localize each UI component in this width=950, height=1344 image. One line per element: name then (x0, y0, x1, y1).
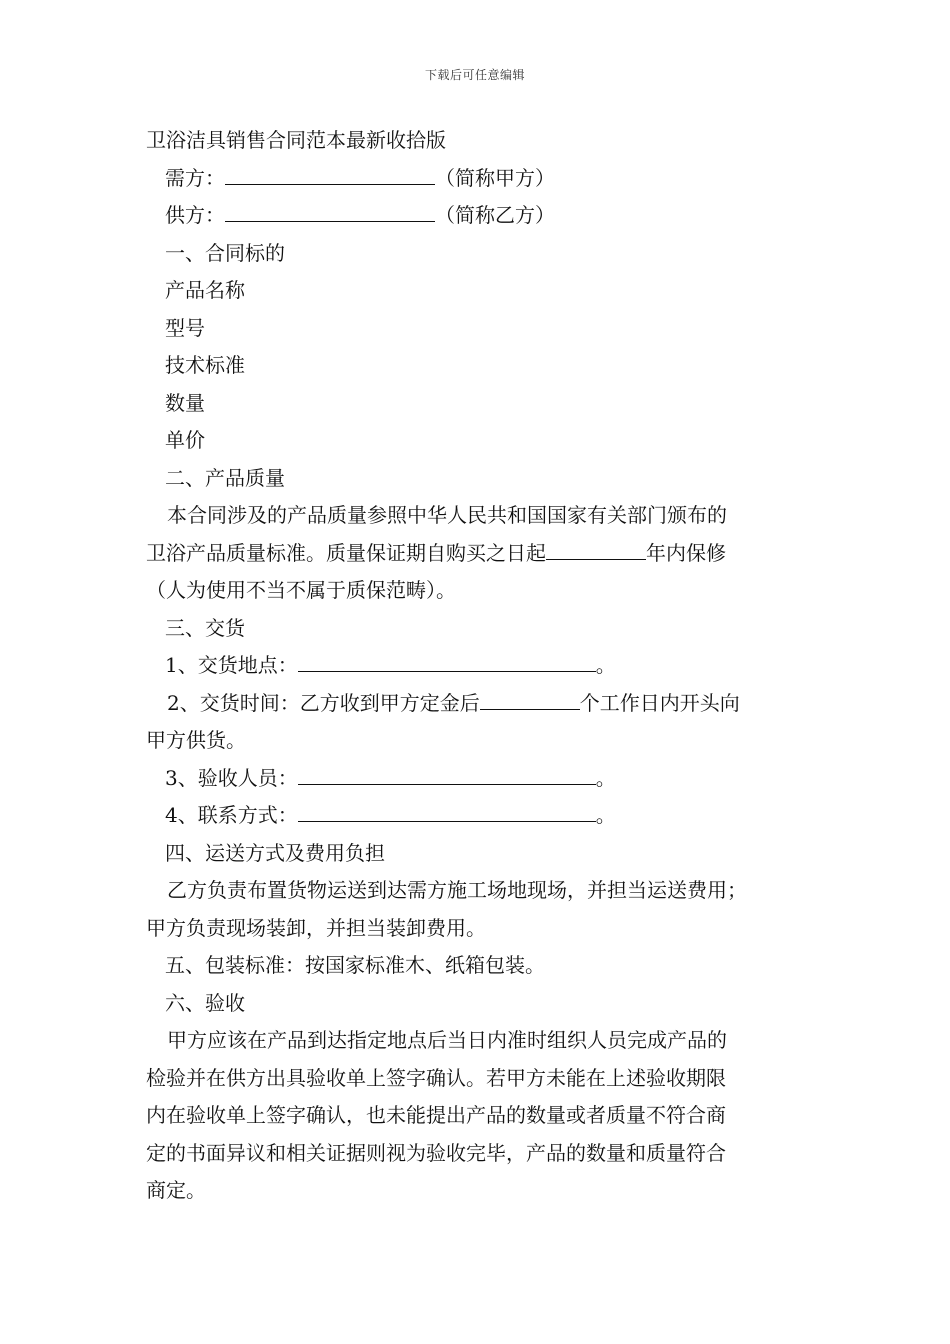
sec3-item-delivery-place (146, 647, 826, 685)
buyer-name-blank (225, 162, 435, 185)
sec2-paragraph-line-1: 本合同涉及的产品质量参照中华人民共和国国家有关部门颁布的 (167, 503, 727, 527)
sec1-item-tech-standard: 技术标准 (165, 353, 245, 377)
sec1-item-unit-price: 单价 (165, 428, 205, 452)
section-5: 五、包装标准：按国家标准木、纸箱包装。 (165, 953, 545, 977)
section-1-title: 一、合同标的 (165, 240, 285, 265)
sec1-item-product-name: 产品名称 (165, 278, 245, 302)
warranty-years-blank (546, 537, 646, 560)
section-6-title: 六、验收 (165, 990, 245, 1015)
section-3-title: 三、交货 (165, 615, 245, 640)
delivery-time-text-a: 2、交货时间：乙方收到甲方定金后 (167, 690, 480, 715)
sec3-item-delivery-time (146, 685, 826, 723)
sec6-paragraph-line-1: 甲方应该在产品到达指定地点后当日内准时组织人员完成产品的 (167, 1028, 727, 1052)
seller-label: 供方： (165, 203, 225, 227)
delivery-place-blank (298, 649, 596, 672)
sec3-item-contact (146, 797, 826, 835)
sec3-item-inspector (146, 760, 826, 798)
inspector-label: 3、验收人员： (165, 765, 298, 790)
sec1-item-quantity: 数量 (165, 390, 205, 415)
inspector-blank (298, 762, 596, 785)
working-days-blank (480, 687, 580, 710)
delivery-place-end: 。 (595, 653, 616, 677)
sec2-line2-text-a: 卫浴产品质量标准。质量保证期自购买之日起 (146, 540, 546, 565)
seller-line (146, 197, 826, 235)
sec6-paragraph-line-2: 检验并在供方出具验收单上签字确认。若甲方未能在上述验收期限 (146, 1065, 726, 1090)
sec2-paragraph-line-3: （人为使用不当不属于质保范畴）。 (146, 578, 456, 602)
contact-blank (298, 799, 596, 822)
sec4-paragraph-line-2: 甲方负责现场装卸，并担当装卸费用。 (146, 915, 486, 940)
page-header-note: 下载后可任意编辑 (424, 68, 525, 82)
sec6-paragraph-line-4: 定的书面异议和相关证据则视为验收完毕，产品的数量和质量符合 (146, 1140, 726, 1165)
seller-name-blank (225, 199, 435, 222)
contact-label: 4、联系方式： (165, 803, 298, 827)
inspector-end: 。 (595, 765, 616, 790)
buyer-line (146, 160, 826, 198)
sec3-item-delivery-time-line-2: 甲方供货。 (146, 728, 246, 752)
buyer-label: 需方： (165, 165, 225, 190)
sec2-line2-text-b: 年内保修 (646, 540, 726, 565)
document-title: 卫浴洁具销售合同范本最新收拾版 (146, 128, 446, 152)
sec4-paragraph-line-1: 乙方负责布置货物运送到达需方施工场地现场，并担当运送费用； (167, 878, 747, 902)
delivery-place-label: 1、交货地点： (165, 653, 298, 677)
section-4-title: 四、运送方式及费用负担 (165, 840, 385, 865)
seller-suffix: （简称乙方） (435, 203, 555, 227)
contact-end: 。 (595, 803, 616, 827)
sec6-paragraph-line-3: 内在验收单上签字确认，也未能提出产品的数量或者质量不符合商 (146, 1103, 726, 1127)
sec1-item-model: 型号 (165, 315, 205, 340)
buyer-suffix: （简称甲方） (435, 165, 555, 190)
sec2-paragraph-line-2 (146, 535, 826, 573)
section-2-title: 二、产品质量 (165, 465, 285, 490)
sec6-paragraph-line-5: 商定。 (146, 1178, 206, 1202)
contract-document (146, 122, 826, 1210)
delivery-time-text-b: 个工作日内开头向 (579, 690, 740, 715)
